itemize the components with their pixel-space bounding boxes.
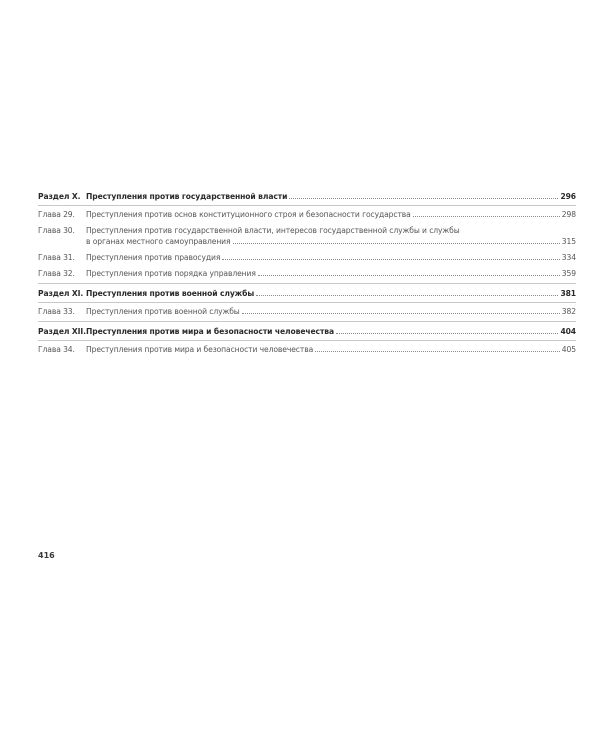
toc-entry-title: Преступления против правосудия [86, 253, 221, 262]
toc-entry-title: Преступления против государственной власти, интересов государственной службы и службы [86, 226, 460, 235]
section-divider [38, 340, 576, 341]
toc-entry-label: Глава 33. [38, 307, 75, 316]
toc-chapter-entry [38, 344, 576, 355]
toc-entry-page: 381 [560, 289, 576, 298]
toc-entry-label: Глава 31. [38, 253, 75, 262]
section-divider [38, 302, 576, 303]
toc-entry-page: 404 [560, 327, 576, 336]
toc-entry-title: Преступления против мира и безопасности человечества [86, 327, 334, 336]
toc-chapter-entry [38, 252, 576, 263]
toc-entry-label: Раздел XI. [38, 289, 84, 298]
dot-leader [289, 198, 558, 199]
toc-entry-title: Преступления против основ конституционного строя и безопасности государства [86, 210, 411, 219]
toc-entry-label: Глава 30. [38, 226, 75, 235]
toc-entry-page: 359 [561, 269, 576, 278]
toc-entry-title: Преступления против военной службы [86, 289, 255, 298]
toc-entry-page: 296 [560, 192, 576, 201]
toc-chapter-entry [38, 209, 576, 220]
toc-entry-title: Преступления против мира и безопасности человечества [86, 345, 314, 354]
toc-entry-page: 334 [561, 253, 576, 262]
toc-entry-title: Преступления против военной службы [86, 307, 240, 316]
dot-leader [258, 275, 560, 276]
toc-entry-title-continued: в органах местного самоуправления [86, 237, 231, 246]
table-of-contents [38, 191, 576, 355]
toc-entry-title: Преступления против государственной власти [86, 192, 288, 201]
toc-section-entry [38, 288, 576, 299]
section-divider [38, 321, 576, 322]
toc-entry-label: Глава 34. [38, 345, 75, 354]
dot-leader [256, 295, 558, 296]
section-divider [38, 283, 576, 284]
dot-leader [336, 333, 558, 334]
toc-entry-title: Преступления против порядка управления [86, 269, 256, 278]
dot-leader [242, 313, 560, 314]
toc-entry-page: 315 [561, 237, 576, 246]
toc-chapter-entry [38, 268, 576, 279]
toc-entry-page: 298 [561, 210, 576, 219]
toc-entry-label: Глава 29. [38, 210, 75, 219]
toc-entry-label: Раздел XII. [38, 327, 86, 336]
page-number: 416 [38, 551, 55, 560]
dot-leader [233, 243, 560, 244]
toc-entry-label: Глава 32. [38, 269, 75, 278]
toc-entry-page: 405 [561, 345, 576, 354]
section-divider [38, 205, 576, 206]
toc-entry-label: Раздел X. [38, 192, 81, 201]
toc-section-entry [38, 191, 576, 202]
toc-entry-page: 382 [561, 307, 576, 316]
toc-section-entry [38, 326, 576, 337]
toc-chapter-entry [38, 225, 576, 247]
dot-leader [413, 216, 560, 217]
toc-chapter-entry [38, 306, 576, 317]
dot-leader [315, 351, 560, 352]
dot-leader [222, 259, 559, 260]
